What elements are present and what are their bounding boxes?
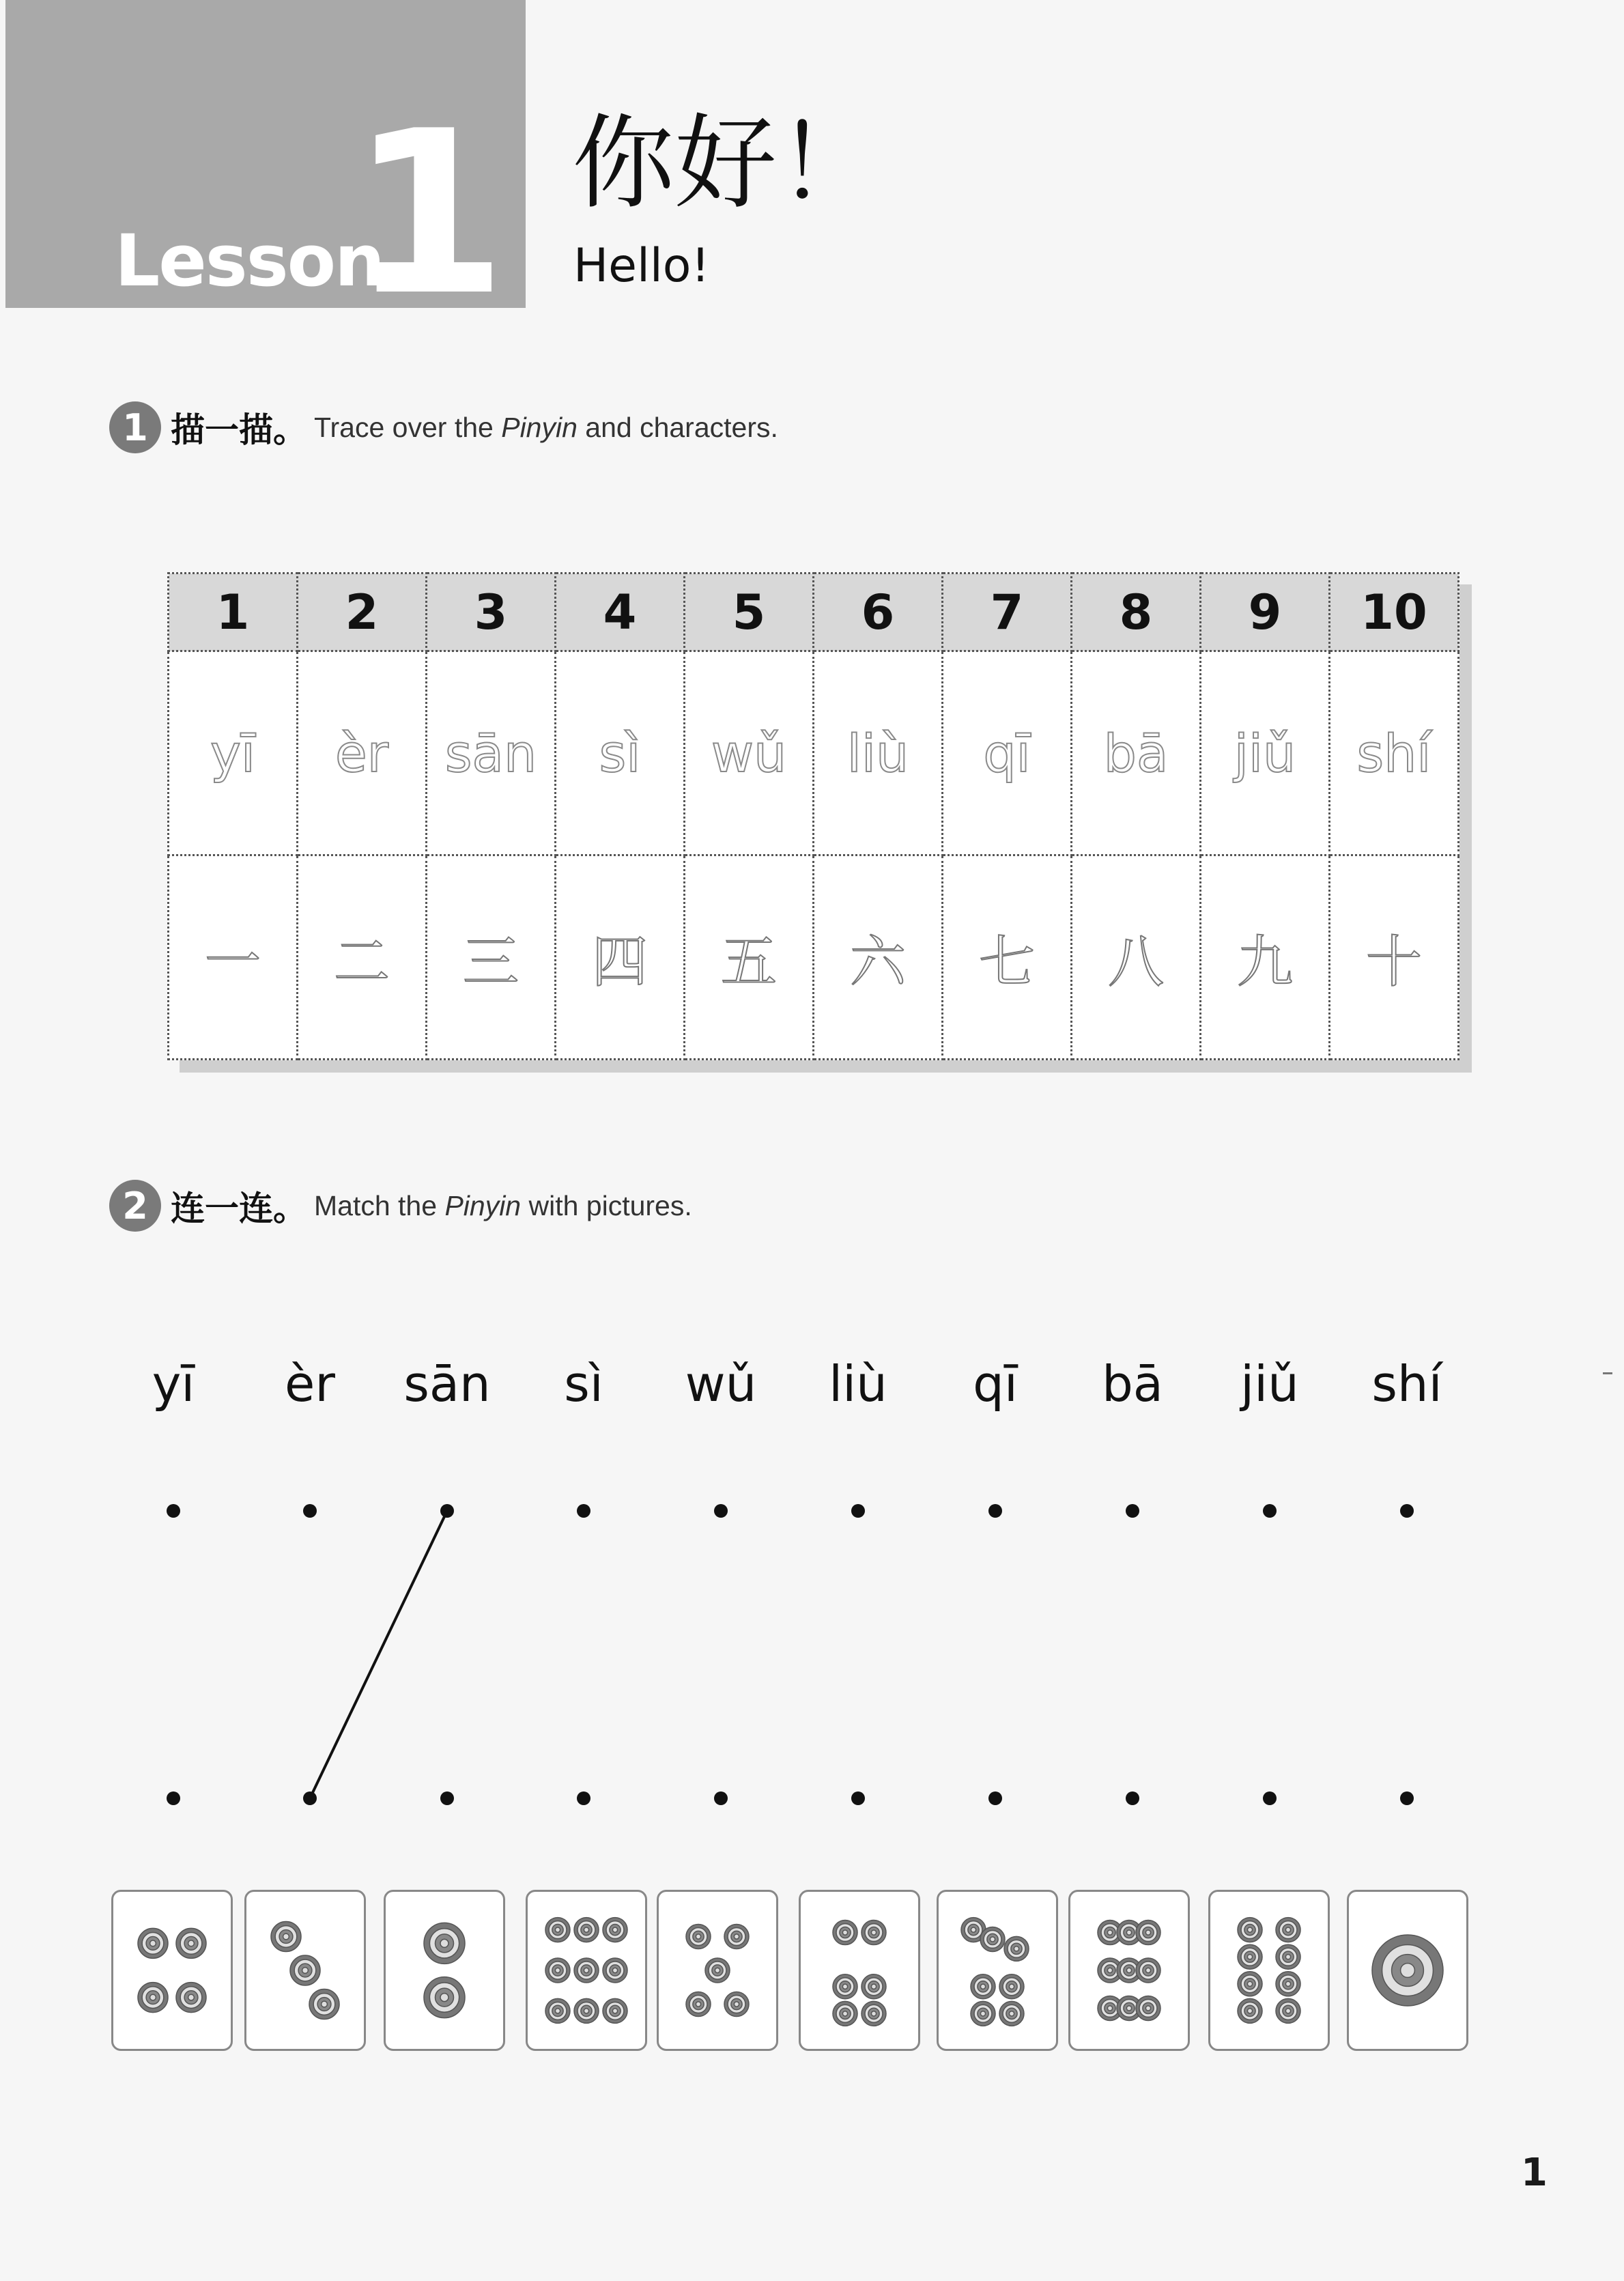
character-trace-cell[interactable]: 五 — [685, 855, 814, 1060]
lesson-number: 1 — [350, 83, 507, 308]
number-cell: 8 — [1072, 573, 1201, 651]
number-cell: 1 — [169, 573, 298, 651]
pinyin-trace-cell[interactable]: yī — [169, 651, 298, 855]
character-trace-cell[interactable]: 七 — [943, 855, 1072, 1060]
lesson-title-english: Hello! — [573, 239, 710, 293]
character-trace-cell[interactable]: 一 — [169, 855, 298, 1060]
section-instruction-english: Trace over the Pinyin and characters. — [314, 411, 778, 443]
pinyin-trace-cell[interactable]: wǔ — [685, 651, 814, 855]
character-trace-cell[interactable]: 六 — [814, 855, 943, 1060]
section-number-badge: 2 — [109, 1180, 161, 1232]
page-number: 1 — [1521, 2151, 1548, 2195]
section-instruction-chinese: 描一描。 — [171, 410, 307, 450]
section-number-badge: 1 — [109, 401, 161, 453]
pinyin-trace-cell[interactable]: liù — [814, 651, 943, 855]
match-pinyin-label: èr — [285, 1355, 335, 1413]
scan-mark — [1603, 1372, 1612, 1374]
match-pinyin-label: sì — [564, 1355, 603, 1413]
character-trace-cell[interactable]: 九 — [1201, 855, 1330, 1060]
match-pinyin-label: qī — [973, 1355, 1018, 1413]
number-cell: 5 — [685, 573, 814, 651]
section-instruction-english: Match the Pinyin with pictures. — [314, 1189, 692, 1221]
match-pinyin-label: jiǔ — [1240, 1355, 1299, 1413]
lesson-label: Lesson — [115, 219, 384, 302]
lesson-title-chinese: 你好！ — [572, 104, 880, 223]
number-cell: 10 — [1330, 573, 1459, 651]
character-trace-cell[interactable]: 十 — [1330, 855, 1459, 1060]
match-pinyin-label: wǔ — [685, 1355, 757, 1413]
number-cell: 3 — [427, 573, 556, 651]
number-cell: 7 — [943, 573, 1072, 651]
character-trace-cell[interactable]: 八 — [1072, 855, 1201, 1060]
match-pinyin-label: sān — [403, 1355, 491, 1413]
pinyin-trace-cell[interactable]: bā — [1072, 651, 1201, 855]
character-trace-cell[interactable]: 二 — [298, 855, 427, 1060]
number-cell: 6 — [814, 573, 943, 651]
pinyin-trace-cell[interactable]: shí — [1330, 651, 1459, 855]
pinyin-trace-cell[interactable]: qī — [943, 651, 1072, 855]
pinyin-trace-cell[interactable]: sì — [556, 651, 685, 855]
character-trace-cell[interactable]: 四 — [556, 855, 685, 1060]
character-trace-cell[interactable]: 三 — [427, 855, 556, 1060]
match-pinyin-label: shí — [1371, 1355, 1442, 1413]
number-cell: 2 — [298, 573, 427, 651]
pinyin-trace-cell[interactable]: jiǔ — [1201, 651, 1330, 855]
pinyin-trace-cell[interactable]: èr — [298, 651, 427, 855]
match-pinyin-label: yī — [152, 1355, 195, 1413]
number-cell: 9 — [1201, 573, 1330, 651]
pinyin-trace-cell[interactable]: sān — [427, 651, 556, 855]
number-cell: 4 — [556, 573, 685, 651]
match-pinyin-label: liù — [829, 1355, 887, 1413]
section-instruction-chinese: 连一连。 — [171, 1189, 307, 1228]
example-match-line — [310, 1511, 447, 1798]
match-pinyin-label: bā — [1102, 1355, 1163, 1413]
